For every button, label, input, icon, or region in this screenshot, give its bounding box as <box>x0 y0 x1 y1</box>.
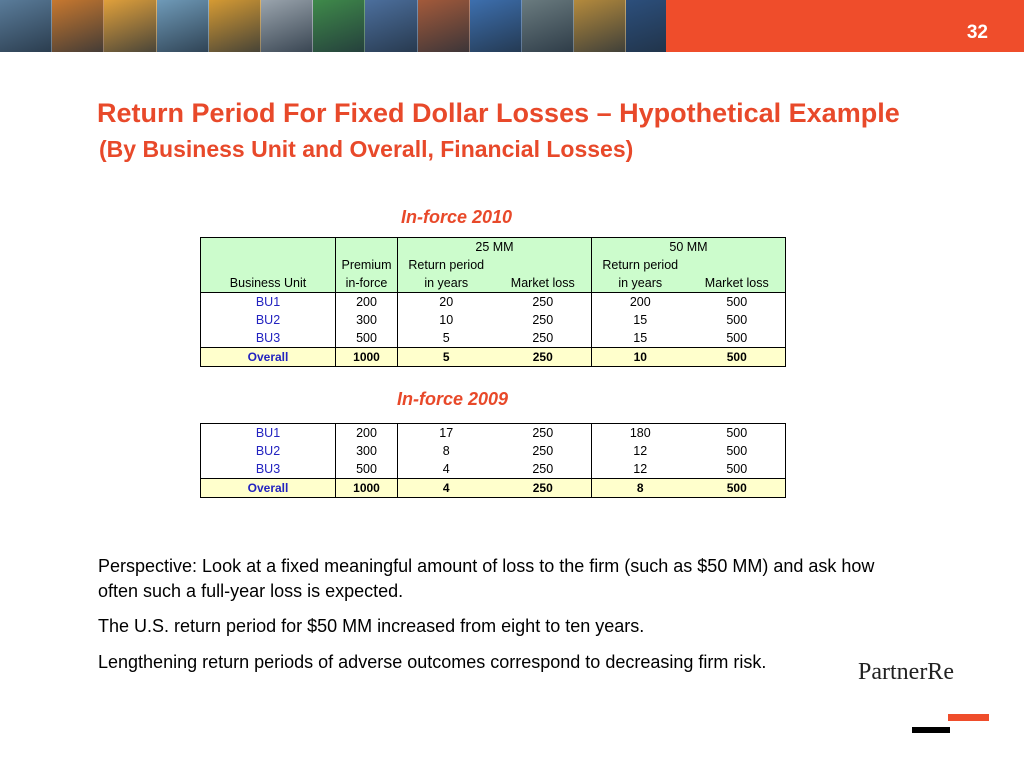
header-photo-strip <box>0 0 666 52</box>
value-cell: 500 <box>689 311 786 329</box>
value-cell: 15 <box>592 311 689 329</box>
value-cell: 8 <box>398 442 495 460</box>
perspective-paragraph: Perspective: Look at a fixed meaningful amount of loss to the firm (such as $50 MM) and ask how often such a full-year loss is expected. <box>98 556 875 601</box>
table-row <box>201 329 786 348</box>
brand-mark-black <box>912 727 950 733</box>
value-cell: 500 <box>336 329 398 348</box>
business-unit-cell: Overall <box>201 348 336 367</box>
business-unit-cell: Overall <box>201 479 336 498</box>
value-cell: 500 <box>689 329 786 348</box>
value-cell: 250 <box>532 331 554 345</box>
page-number: 32 <box>966 22 988 43</box>
grain-field-photo <box>209 0 261 52</box>
cargo-ship-photo <box>626 0 666 52</box>
value-cell: 5 <box>398 329 495 348</box>
return-period-header-line1: Return period <box>398 256 495 274</box>
inforce-2010-table <box>200 237 786 367</box>
value-cell: 4 <box>398 460 495 479</box>
inforce-2009-label: In-force 2009 <box>397 389 509 409</box>
value-cell: 500 <box>689 348 786 367</box>
market-loss-header: Market loss <box>495 274 592 293</box>
return-period-header-line1: Return period <box>592 256 689 274</box>
value-cell: 500 <box>336 460 398 479</box>
value-cell: 5 <box>398 348 495 367</box>
value-cell: 8 <box>592 479 689 498</box>
value-cell: 10 <box>592 348 689 367</box>
value-cell: 20 <box>398 293 495 312</box>
value-cell: 300 <box>336 311 398 329</box>
table-row <box>201 293 786 312</box>
value-cell: 17 <box>398 424 495 443</box>
value-cell: 1000 <box>336 479 398 498</box>
value-cell: 180 <box>592 424 689 443</box>
table-row <box>201 311 786 329</box>
market-loss-header: Market loss <box>689 274 786 293</box>
brain-scan-photo <box>418 0 470 52</box>
page-number-bar <box>666 0 1024 52</box>
partnerre-logo: PartnerRe <box>858 659 954 685</box>
value-cell: 200 <box>336 424 398 443</box>
value-cell: 15 <box>592 329 689 348</box>
inforce-2010-label: In-force 2010 <box>401 207 513 227</box>
slide-subtitle: (By Business Unit and Overall, Financial Losses) <box>99 136 634 162</box>
value-cell: 250 <box>495 293 592 312</box>
header-blank <box>336 238 398 257</box>
return-period-paragraph: The U.S. return period for $50 MM increased from eight to ten years. <box>98 616 645 636</box>
value-cell: 250 <box>532 444 554 458</box>
skyscraper-photo <box>365 0 417 52</box>
value-cell: 200 <box>336 293 398 312</box>
total-row <box>201 348 786 367</box>
crane-photo <box>574 0 626 52</box>
value-cell: 10 <box>398 311 495 329</box>
value-cell: 250 <box>532 313 554 327</box>
value-cell: 500 <box>689 424 786 443</box>
header-band <box>0 0 1024 52</box>
premium-header-line2: in-force <box>336 274 398 293</box>
header-blank <box>201 238 336 257</box>
total-row <box>201 479 786 498</box>
industrial-plant-photo <box>0 0 52 52</box>
value-cell: 500 <box>689 442 786 460</box>
sunset-sky-photo <box>104 0 156 52</box>
business-unit-cell: BU2 <box>201 311 336 329</box>
value-cell: 500 <box>689 460 786 479</box>
value-cell: 250 <box>495 424 592 443</box>
table-row <box>201 460 786 479</box>
value-cell: 4 <box>398 479 495 498</box>
city-skyline-photo <box>470 0 522 52</box>
building-photo <box>261 0 313 52</box>
table-row <box>201 424 786 443</box>
value-cell: 500 <box>689 479 786 498</box>
risk-paragraph: Lengthening return periods of adverse outcomes correspond to decreasing firm risk. <box>98 652 767 672</box>
factory-photo <box>522 0 574 52</box>
return-period-header-line2: in years <box>398 274 495 293</box>
premium-header-line1: Premium <box>336 256 398 274</box>
slide-title: Return Period For Fixed Dollar Losses – Hypothetical Example <box>97 98 900 128</box>
business-unit-cell: BU2 <box>201 442 336 460</box>
storm-satellite-photo <box>157 0 209 52</box>
value-cell: 250 <box>532 462 554 476</box>
value-cell: 12 <box>592 442 689 460</box>
business-unit-header: Business Unit <box>201 274 336 293</box>
business-unit-cell: BU3 <box>201 460 336 479</box>
inforce-2009-table <box>200 423 786 498</box>
business-unit-cell: BU1 <box>201 424 336 443</box>
value-cell: 1000 <box>336 348 398 367</box>
value-cell: 250 <box>495 479 592 498</box>
brand-mark-orange <box>948 714 989 721</box>
plant-leaves-photo <box>313 0 365 52</box>
table-row <box>201 442 786 460</box>
business-unit-cell: BU3 <box>201 329 336 348</box>
value-cell: 500 <box>689 293 786 312</box>
group-25mm-header: 25 MM <box>398 238 592 257</box>
value-cell: 300 <box>336 442 398 460</box>
value-cell: 12 <box>592 460 689 479</box>
return-period-header-line2: in years <box>592 274 689 293</box>
sunset-ship-photo <box>52 0 104 52</box>
group-50mm-header: 50 MM <box>592 238 786 257</box>
value-cell: 200 <box>592 293 689 312</box>
business-unit-cell: BU1 <box>201 293 336 312</box>
value-cell: 250 <box>495 348 592 367</box>
